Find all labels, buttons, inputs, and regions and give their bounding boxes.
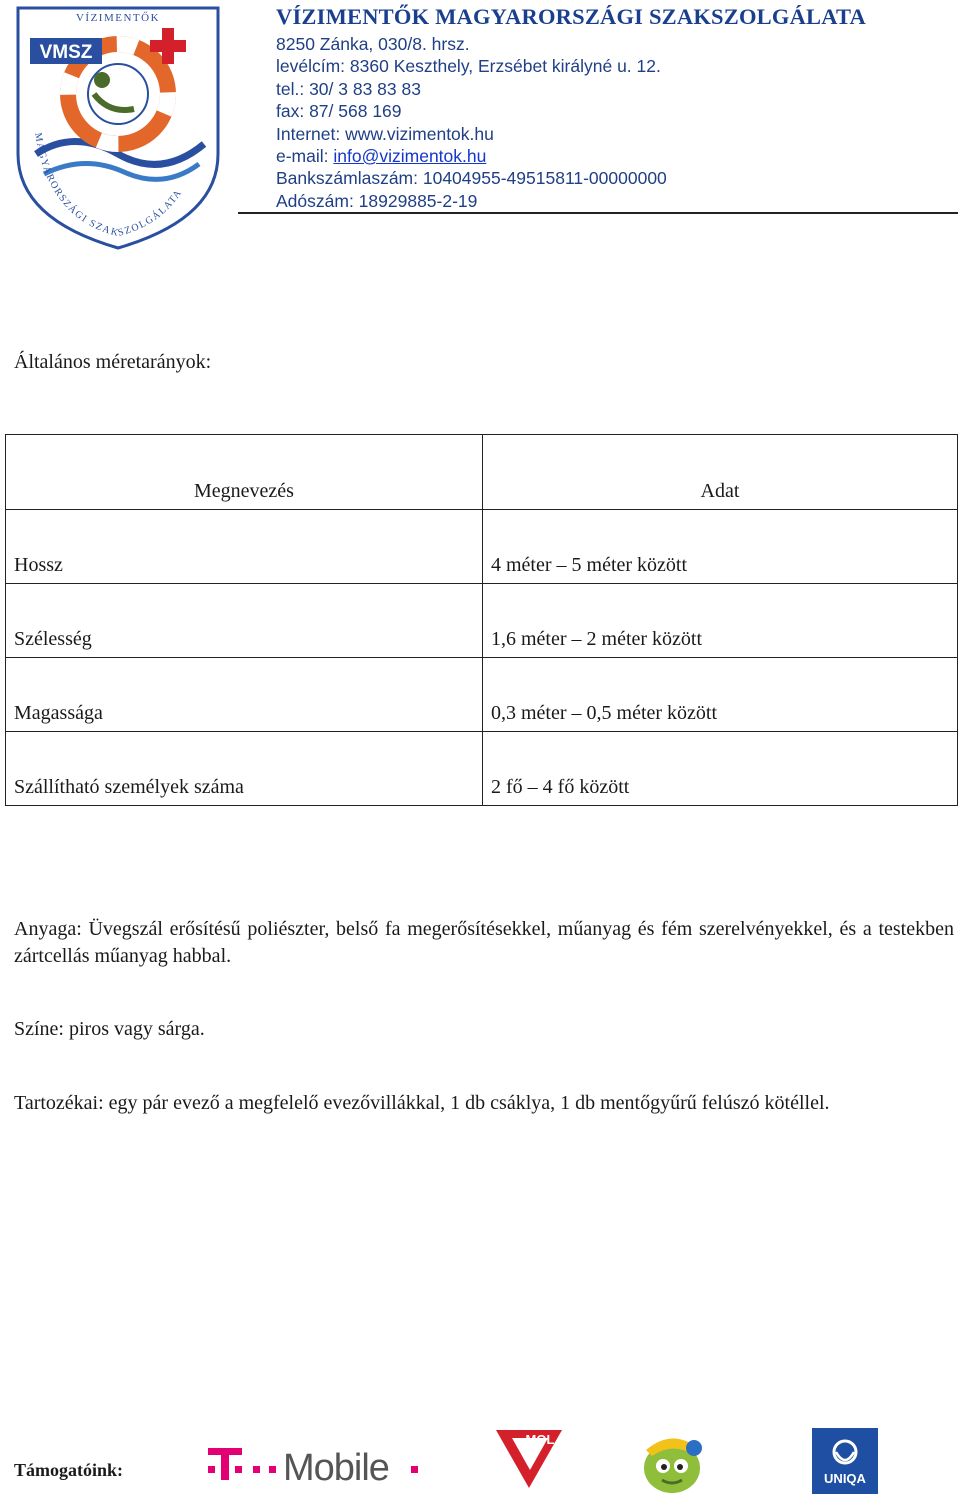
logo-abbr-text: VMSZ xyxy=(39,42,93,63)
tmobile-logo xyxy=(205,1442,420,1488)
vmsz-logo xyxy=(14,4,222,252)
organization-name: VÍZIMENTŐK MAGYARORSZÁGI SZAKSZOLGÁLATA xyxy=(276,4,866,29)
table-header-row xyxy=(6,435,958,510)
postal-address: levélcím: 8360 Keszthely, Erzsébet királyné u. 12. xyxy=(276,56,661,77)
mascot-logo xyxy=(632,1428,710,1496)
mol-logo-text: MOL xyxy=(525,1432,555,1447)
column-header-name: Megnevezés xyxy=(6,435,483,510)
email-link[interactable]: info@vizimentok.hu xyxy=(333,145,487,166)
section-title: Általános méretarányok: xyxy=(14,351,212,373)
row-label: Hossz xyxy=(6,510,483,584)
uniqa-logo-text: UNIQA xyxy=(824,1471,866,1486)
table-row xyxy=(6,510,958,584)
fax: fax: 87/ 568 169 xyxy=(276,101,402,122)
tax-number: Adószám: 18929885-2-19 xyxy=(276,190,478,211)
row-value: 2 fő – 4 fő között xyxy=(483,732,958,806)
material-paragraph: Anyaga: Üvegszál erősítésű poliészter, belső fa megerősítésekkel, műanyag és fém szerelvényekkel, és a testekben zártcellás műanyag habbal. xyxy=(14,918,954,967)
logo-arc-text: MAGYARORSZÁGI SZAKSZOLGÁLATA xyxy=(32,131,185,240)
color-paragraph: Színe: piros vagy sárga. xyxy=(14,1018,205,1040)
sponsors-label: Támogatóink: xyxy=(14,1460,124,1480)
column-header-data: Adat xyxy=(483,435,958,510)
mol-logo xyxy=(494,1428,564,1490)
table-row xyxy=(6,658,958,732)
telephone: tel.: 30/ 3 83 83 83 xyxy=(276,78,421,99)
accessories-paragraph: Tartozékai: egy pár evező a megfelelő evezővillákkal, 1 db csáklya, 1 db mentőgyűrű felúszó kötéllel. xyxy=(14,1092,830,1114)
table-row xyxy=(6,584,958,658)
address: 8250 Zánka, 030/8. hrsz. xyxy=(276,34,470,54)
table-row xyxy=(6,732,958,806)
row-label: Szállítható személyek száma xyxy=(6,732,483,806)
website: Internet: www.vizimentok.hu xyxy=(276,123,494,144)
email-line xyxy=(276,145,667,167)
logo-top-text: VÍZIMENTŐK xyxy=(75,12,161,24)
email-label: e-mail: xyxy=(276,145,334,166)
dimensions-table xyxy=(5,434,958,806)
contact-block xyxy=(276,33,667,212)
row-label: Magassága xyxy=(6,658,483,732)
row-value: 1,6 méter – 2 méter között xyxy=(483,584,958,658)
svg-text:Mobile: Mobile xyxy=(283,1447,389,1488)
bank-account: Bankszámlaszám: 10404955-49515811-00000000 xyxy=(276,168,667,189)
uniqa-logo xyxy=(812,1428,878,1494)
row-label: Szélesség xyxy=(6,584,483,658)
row-value: 0,3 méter – 0,5 méter között xyxy=(483,658,958,732)
row-value: 4 méter – 5 méter között xyxy=(483,510,958,584)
header-divider xyxy=(238,212,958,214)
